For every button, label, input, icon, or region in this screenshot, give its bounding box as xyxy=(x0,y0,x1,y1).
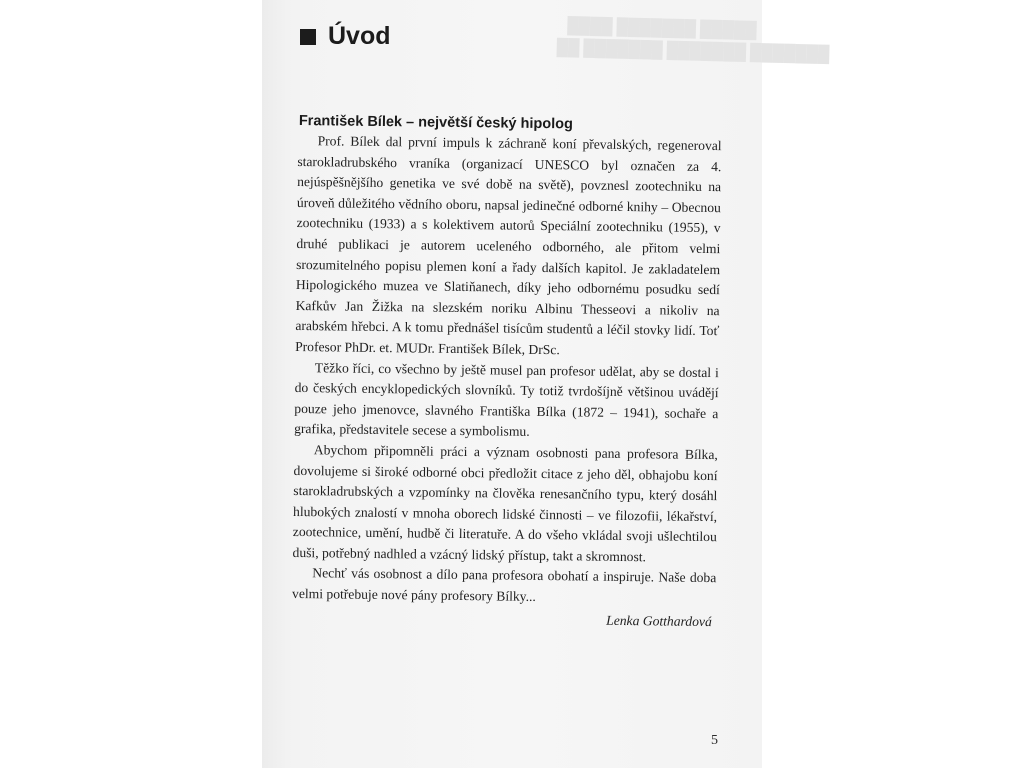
heading-bullet-icon xyxy=(300,29,316,45)
paragraph: Těžko říci, co všechno by ještě musel pan profesor udělat, aby se dostal i do českých encyklopedických slovníků. Ty totiž tvrdošíjně většinou uvádějí pouze jeho jmenovce, slavného Františka Bílka (1872 – 1941), sochaře a grafika, představitele secese a symbolismu. xyxy=(294,359,719,440)
chapter-title: Úvod xyxy=(328,22,391,50)
paragraph: Nechť vás osobnost a dílo pana profesora obohatí a inspiruje. Naše doba velmi potřebuje nové pány profesory Bílky... xyxy=(292,565,717,605)
chapter-heading xyxy=(300,22,391,51)
paragraph: Prof. Bílek dal první impuls k záchraně koní převalských, regeneroval starokladrubského vraníka (organizací UNESCO byl označen za 4. nejúspěšnějšího genetika ve své době na světě), povznesl zootechniku na úroveň důležitého vědního oboru, napsal jedinečné odborné knihy – Obecnou zootechniku (1933) a s kolektivem autorů Speciální zootechniku (1955), v druhé publikaci je autorem uceleného odborného, ale přitom velmi srozumitelného popisu plemen koní a řady dalších kapitol. Je zakladatelem Hipologického muzea ve Slatiňanech, díky jeho odbornému posudku sedí Kafkův Jan Žižka na slezském noriku Albinu Thesseovi a nikoliv na arabském hřebci. A k tomu přednášel tisícům studentů a léčil stovky lidí. Toť Profesor PhDr. et. MUDr. František Bílek, DrSc. xyxy=(295,133,722,358)
article xyxy=(292,111,722,632)
article-title: František Bílek – největší český hipolog xyxy=(298,113,573,133)
paragraph: Abychom připomněli práci a význam osobnosti pana profesora Bílka, dovolujeme si široké odborné obci předložit citace z jeho děl, obhajobu koní starokladrubských a vzpomínky na člověka renesančního typu, který dosáhl hlubokých znalostí v mnoha oborech lidské činnosti – ve filozofii, lékařství, zootechnice, umění, hudbě či literatuře. A do všeho vkládal svoji ušlechtilou duši, potřebný nadhled a vzácný lidský přístup, takt a skromnost. xyxy=(292,442,718,565)
author-signature: Lenka Gotthardová xyxy=(606,612,712,629)
bleed-through-text: ████ ███████ █████ ██ ███████ ███████ ███████ xyxy=(556,17,830,64)
page-number: 5 xyxy=(711,733,718,748)
book-page xyxy=(262,0,830,768)
